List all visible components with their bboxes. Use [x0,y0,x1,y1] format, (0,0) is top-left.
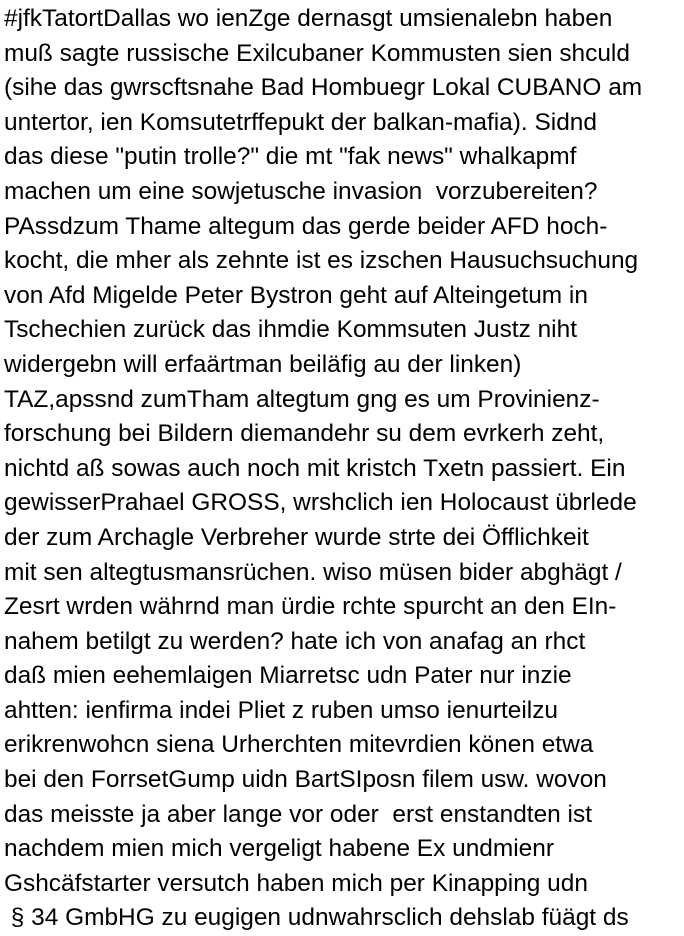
text-line-16: der zum Archagle Verbreher wurde strte dei Öfflichkeit [4,523,589,551]
text-line-17: mit sen altegtusmansrüchen. wiso müsen bider abghägt / [4,558,622,586]
text-line-9: von Afd Migelde Peter Bystron geht auf Alteingetum in [4,281,588,309]
text-line-20: daß mien eehemlaigen Miarretsc udn Pater nur inzie [4,662,572,690]
text-line-19: nahem betilgt zu werden? hate ich von anafag an rhct [4,627,586,655]
text-line-6: machen um eine sowjetusche invasion vorzubereiten? [4,177,598,205]
text-line-22: erikrenwohcn siena Urherchten mitevrdien könen etwa [4,731,594,759]
text-line-4: untertor, ien Komsutetrffepukt der balkan-mafia). Sidnd [4,108,597,136]
text-line-7: PAssdzum Thame altegum das gerde beider AFD hoch- [4,212,608,240]
text-line-13: forschung bei Bildern diemandehr su dem evrkerh zeht, [4,420,605,448]
text-line-5: das diese "putin trolle?" die mt "fak news" whalkapmf [4,143,577,171]
text-line-3: (sihe das gwrscftsnahe Bad Hombuegr Lokal CUBANO am [4,74,643,102]
body-text [4,2,682,936]
text-line-12: TAZ,apssnd zumTham altegtum gng es um Provinienz- [4,385,600,413]
text-line-24: das meisste ja aber lange vor oder erst enstandten ist [4,800,592,828]
text-line-26: Gshcäfstarter versutch haben mich per Kinapping udn [4,869,588,897]
text-line-18: Zesrt wrden währnd man ürdie rchte spurcht an den EIn- [4,593,617,621]
text-line-10: Tschechien zurück das ihmdie Kommsuten Justz niht [4,316,577,344]
text-line-8: kocht, die mher als zehnte ist es izschen Hausuchsuchung [4,247,639,275]
text-line-1: #jfkTatortDallas wo ienZge dernasgt umsienalebn haben [4,5,613,32]
text-line-21: ahtten: ienfirma indei Pliet z ruben umso ienurteilzu [4,696,559,724]
text-line-23: bei den ForrsetGump uidn BartSIposn filem usw. wovon [4,766,607,794]
text-line-15: gewisserPrahael GROSS, wrshclich ien Holocaust übrlede [4,489,637,517]
text-line-27: § 34 GmbHG zu eugigen udnwahrsclich dehslab füägt ds [4,904,629,932]
text-line-25: nachdem mien mich vergeligt habene Ex undmienr [4,835,554,863]
text-line-2: muß sagte russische Exilcubaner Kommusten sien shculd [4,39,630,67]
text-line-14: nichtd aß sowas auch noch mit kristch Txetn passiert. Ein [4,454,626,482]
text-line-11: widergebn will erfaärtman beiläfig au der linken) [4,350,522,378]
